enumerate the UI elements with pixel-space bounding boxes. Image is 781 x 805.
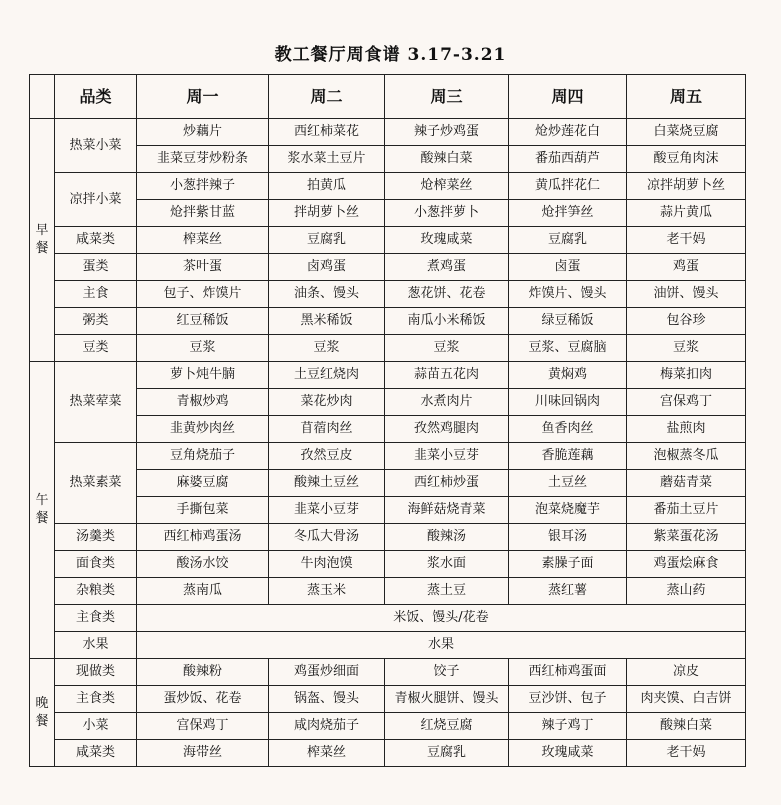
dish-cell: 辣子鸡丁 [509,713,627,740]
category-cell: 面食类 [55,551,137,578]
table-row [30,605,746,632]
dish-cell: 黑米稀饭 [269,308,385,335]
dish-cell: 水煮肉片 [385,389,509,416]
category-header: 品类 [55,75,137,119]
dish-cell: 炸馍片、馒头 [509,281,627,308]
dish-cell: 黄瓜拌花仁 [509,173,627,200]
table-row [30,470,746,497]
table-row [30,173,746,200]
dish-cell: 酸汤水饺 [137,551,269,578]
dish-cell: 酸辣汤 [385,524,509,551]
breakfast-meal-label [30,119,55,362]
dinner-meal-label [30,659,55,767]
dish-cell: 泡椒蒸冬瓜 [627,443,746,470]
category-cell: 咸菜类 [55,227,137,254]
dish-cell: 包谷珍 [627,308,746,335]
dish-cell: 豆沙饼、包子 [509,686,627,713]
dish-cell: 老干妈 [627,227,746,254]
dish-cell: 酸辣粉 [137,659,269,686]
dish-cell: 萝卜炖牛腩 [137,362,269,389]
dish-cell: 炝拌紫甘蓝 [137,200,269,227]
dish-cell: 鸡蛋 [627,254,746,281]
category-cell: 蛋类 [55,254,137,281]
lunch-meal-label [30,362,55,659]
dish-cell: 豆角烧茄子 [137,443,269,470]
page-title: 教工餐厅周食谱 3.17-3.21 [274,45,507,65]
category-cell: 热菜荤菜 [55,362,137,443]
dish-cell: 锅盔、馒头 [269,686,385,713]
dish-cell: 卤鸡蛋 [269,254,385,281]
dish-cell: 榨菜丝 [269,740,385,767]
dish-cell: 手撕包菜 [137,497,269,524]
dish-cell: 玫瑰咸菜 [385,227,509,254]
dish-cell: 拍黄瓜 [269,173,385,200]
dish-cell: 豆浆 [385,335,509,362]
dish-cell: 银耳汤 [509,524,627,551]
dish-cell: 油条、馒头 [269,281,385,308]
meal-char: 餐 [35,241,49,256]
dish-cell: 酸辣土豆丝 [269,470,385,497]
category-cell: 汤羹类 [55,524,137,551]
dish-cell: 番茄西葫芦 [509,146,627,173]
dish-cell: 蒜苗五花肉 [385,362,509,389]
category-cell: 小菜 [55,713,137,740]
dish-cell: 饺子 [385,659,509,686]
table-row [30,524,746,551]
table-row [30,659,746,686]
dish-cell: 白菜烧豆腐 [627,119,746,146]
dish-cell: 豆腐乳 [385,740,509,767]
dish-cell: 炝拌笋丝 [509,200,627,227]
dish-cell: 宫保鸡丁 [627,389,746,416]
day-header-fri: 周五 [627,75,746,119]
day-header-wed: 周三 [385,75,509,119]
table-row [30,389,746,416]
category-cell: 杂粮类 [55,578,137,605]
table-row [30,443,746,470]
category-cell: 豆类 [55,335,137,362]
dish-cell: 拌胡萝卜丝 [269,200,385,227]
dish-cell: 梅菜扣肉 [627,362,746,389]
dish-cell: 南瓜小米稀饭 [385,308,509,335]
dish-cell: 凉皮 [627,659,746,686]
dish-cell: 西红柿炒蛋 [385,470,509,497]
dish-cell: 蒸红薯 [509,578,627,605]
dish-cell: 卤蛋 [509,254,627,281]
table-row [30,281,746,308]
meal-char: 午 [35,493,49,508]
dish-cell: 孜然豆皮 [269,443,385,470]
dish-cell: 西红柿鸡蛋面 [509,659,627,686]
dish-cell: 番茄土豆片 [627,497,746,524]
dish-cell: 青椒火腿饼、馒头 [385,686,509,713]
dish-cell: 茶叶蛋 [137,254,269,281]
dish-cell: 香脆莲藕 [509,443,627,470]
dish-cell: 蛋炒饭、花卷 [137,686,269,713]
dish-cell: 鸡蛋炒细面 [269,659,385,686]
table-row [30,416,746,443]
dish-cell: 煮鸡蛋 [385,254,509,281]
dish-cell: 鱼香肉丝 [509,416,627,443]
dish-cell: 榨菜丝 [137,227,269,254]
dish-cell: 牛肉泡馍 [269,551,385,578]
dish-cell: 土豆丝 [509,470,627,497]
dish-cell: 紫菜蛋花汤 [627,524,746,551]
dish-cell: 蒸土豆 [385,578,509,605]
table-row [30,713,746,740]
category-cell: 凉拌小菜 [55,173,137,227]
category-cell: 热菜素菜 [55,443,137,524]
fruit-merged-cell: 水果 [137,632,746,659]
table-row [30,740,746,767]
category-cell: 粥类 [55,308,137,335]
dish-cell: 肉夹馍、白吉饼 [627,686,746,713]
dish-cell: 苜蓿肉丝 [269,416,385,443]
staple-merged-cell: 米饭、馒头/花卷 [137,605,746,632]
meal-char: 晚 [35,695,49,711]
dish-cell: 炝榨菜丝 [385,173,509,200]
dish-cell: 豆浆 [269,335,385,362]
dish-cell: 红豆稀饭 [137,308,269,335]
dish-cell: 西红柿菜花 [269,119,385,146]
category-cell: 主食 [55,281,137,308]
table-row [30,146,746,173]
meal-char: 早 [35,223,49,238]
table-row [30,686,746,713]
dish-cell: 泡菜烧魔芋 [509,497,627,524]
day-header-thu: 周四 [509,75,627,119]
dish-cell: 西红柿鸡蛋汤 [137,524,269,551]
dish-cell: 豆浆、豆腐脑 [509,335,627,362]
dish-cell: 酸辣白菜 [385,146,509,173]
table-row [30,119,746,146]
header-row [30,75,746,119]
dish-cell: 盐煎肉 [627,416,746,443]
dish-cell: 豆浆 [137,335,269,362]
dish-cell: 老干妈 [627,740,746,767]
table-row [30,308,746,335]
day-header-tue: 周二 [269,75,385,119]
dish-cell: 浆水菜土豆片 [269,146,385,173]
dish-cell: 孜然鸡腿肉 [385,416,509,443]
dish-cell: 海带丝 [137,740,269,767]
meal-char: 餐 [35,511,49,526]
table-row [30,497,746,524]
dish-cell: 小葱拌辣子 [137,173,269,200]
dish-cell: 包子、炸馍片 [137,281,269,308]
dish-cell: 鸡蛋烩麻食 [627,551,746,578]
dish-cell: 麻婆豆腐 [137,470,269,497]
dish-cell: 素臊子面 [509,551,627,578]
dish-cell: 土豆红烧肉 [269,362,385,389]
dish-cell: 咸肉烧茄子 [269,713,385,740]
category-cell: 主食类 [55,605,137,632]
table-row [30,632,746,659]
category-cell: 水果 [55,632,137,659]
dish-cell: 酸豆角肉沫 [627,146,746,173]
dish-cell: 宫保鸡丁 [137,713,269,740]
dish-cell: 油饼、馒头 [627,281,746,308]
dish-cell: 蒸南瓜 [137,578,269,605]
dish-cell: 红烧豆腐 [385,713,509,740]
dish-cell: 豆腐乳 [509,227,627,254]
dish-cell: 玫瑰咸菜 [509,740,627,767]
dish-cell: 凉拌胡萝卜丝 [627,173,746,200]
dish-cell: 辣子炒鸡蛋 [385,119,509,146]
table-row [30,227,746,254]
category-cell: 咸菜类 [55,740,137,767]
table-row [30,362,746,389]
meal-header-cell [30,75,55,119]
dish-cell: 韭黄炒肉丝 [137,416,269,443]
weekly-menu-table [29,74,746,767]
dish-cell: 韭菜豆芽炒粉条 [137,146,269,173]
dish-cell: 酸辣白菜 [627,713,746,740]
table-row [30,551,746,578]
dish-cell: 炒藕片 [137,119,269,146]
table-row [30,200,746,227]
dish-cell: 韭菜小豆芽 [269,497,385,524]
dish-cell: 炝炒莲花白 [509,119,627,146]
dish-cell: 小葱拌萝卜 [385,200,509,227]
dish-cell: 蒸山药 [627,578,746,605]
dish-cell: 韭菜小豆芽 [385,443,509,470]
day-header-mon: 周一 [137,75,269,119]
dish-cell: 青椒炒鸡 [137,389,269,416]
table-row [30,335,746,362]
dish-cell: 川味回锅肉 [509,389,627,416]
dish-cell: 蒜片黄瓜 [627,200,746,227]
table-row [30,578,746,605]
dish-cell: 豆腐乳 [269,227,385,254]
table-row [30,254,746,281]
dish-cell: 蒸玉米 [269,578,385,605]
dish-cell: 海鲜菇烧青菜 [385,497,509,524]
dish-cell: 冬瓜大骨汤 [269,524,385,551]
category-cell: 现做类 [55,659,137,686]
dish-cell: 浆水面 [385,551,509,578]
category-cell: 主食类 [55,686,137,713]
dish-cell: 蘑菇青菜 [627,470,746,497]
dish-cell: 豆浆 [627,335,746,362]
dish-cell: 葱花饼、花卷 [385,281,509,308]
dish-cell: 菜花炒肉 [269,389,385,416]
category-cell: 热菜小菜 [55,119,137,173]
dish-cell: 绿豆稀饭 [509,308,627,335]
meal-char: 餐 [35,713,49,729]
dish-cell: 黄焖鸡 [509,362,627,389]
